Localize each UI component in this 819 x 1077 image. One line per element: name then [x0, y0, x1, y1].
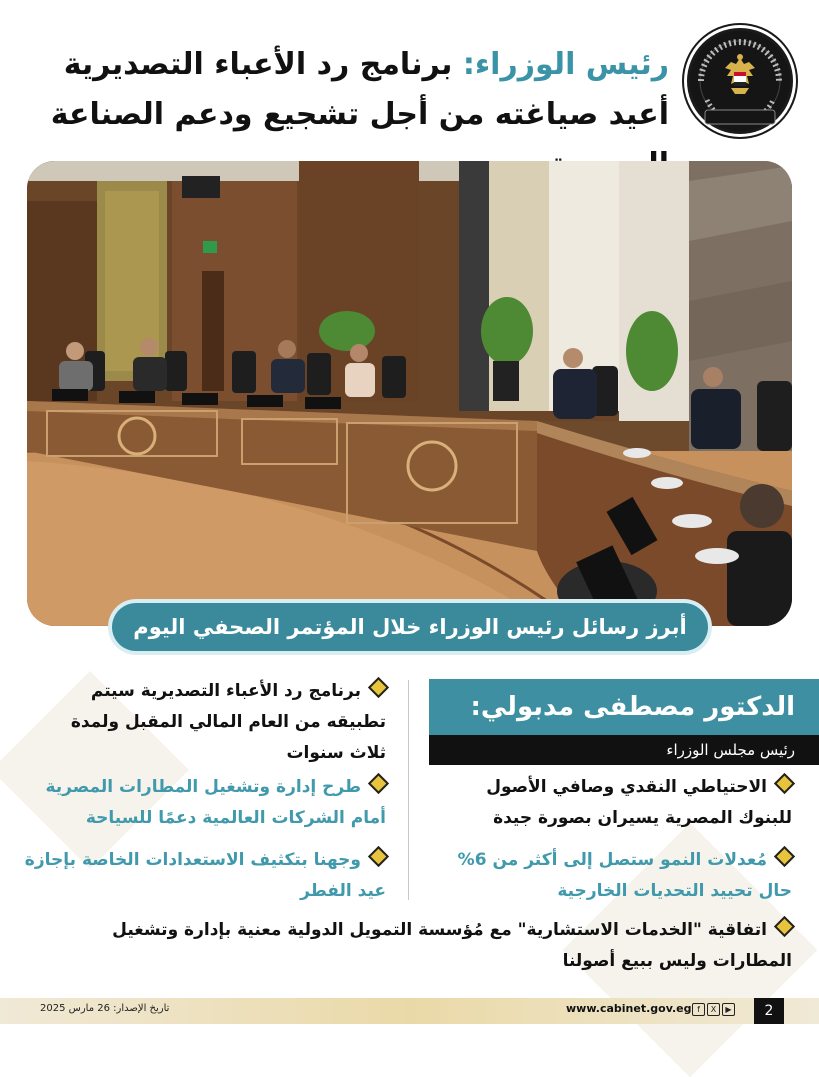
website-link[interactable]: www.cabinet.gov.eg	[566, 1002, 692, 1015]
bullet-ifc-agreement: اتفاقية "الخدمات الاستشارية" مع مُؤسسة التمويل الدولية معنية بإدارة وتشغيل المطارات وليس ببيع أصولنا	[40, 915, 792, 977]
bullet-export-program: برنامج رد الأعباء التصديرية سيتم تطبيقه من العام المالي المقبل ولمدة ثلاث سنوات	[40, 676, 386, 769]
facebook-icon[interactable]: f	[692, 1003, 705, 1016]
speaker-role: رئيس مجلس الوزراء	[429, 735, 819, 765]
bullet-growth: مُعدلات النمو ستصل إلى أكثر من 6% حال تحييد التحديات الخارجية	[430, 845, 792, 907]
speaker-name: الدكتور مصطفى مدبولي:	[429, 679, 819, 735]
youtube-icon[interactable]: ▶	[722, 1003, 735, 1016]
title-text: برنامج رد الأعباء التصديرية أعيد صياغته من أجل تشجيع ودعم الصناعة	[50, 47, 669, 132]
photo-caption: أبرز رسائل رئيس الوزراء خلال المؤتمر الصحفي اليوم	[112, 603, 708, 651]
issue-date: تاريخ الإصدار: 26 مارس 2025	[40, 1003, 170, 1014]
bullet-eid-holiday: وجهنا بتكثيف الاستعدادات الخاصة بإجازة عيد الفطر	[20, 845, 386, 907]
column-divider	[408, 680, 409, 900]
diamond-bullet-icon	[774, 846, 795, 867]
diamond-bullet-icon	[368, 773, 389, 794]
bullet-airports: طرح إدارة وتشغيل المطارات المصرية أمام الشركات العالمية دعمًا للسياحة	[20, 772, 386, 834]
diamond-bullet-icon	[368, 677, 389, 698]
meeting-photo	[27, 161, 792, 626]
diamond-bullet-icon	[368, 846, 389, 867]
diamond-bullet-icon	[774, 916, 795, 937]
cabinet-media-center-seal	[687, 28, 793, 134]
x-icon[interactable]: X	[707, 1003, 720, 1016]
title-speaker: رئيس الوزراء:	[462, 47, 669, 82]
bullet-reserves: الاحتياطي النقدي وصافي الأصول للبنوك المصرية يسيران بصورة جيدة	[430, 772, 792, 834]
page-number: 2	[754, 998, 784, 1024]
diamond-bullet-icon	[774, 773, 795, 794]
